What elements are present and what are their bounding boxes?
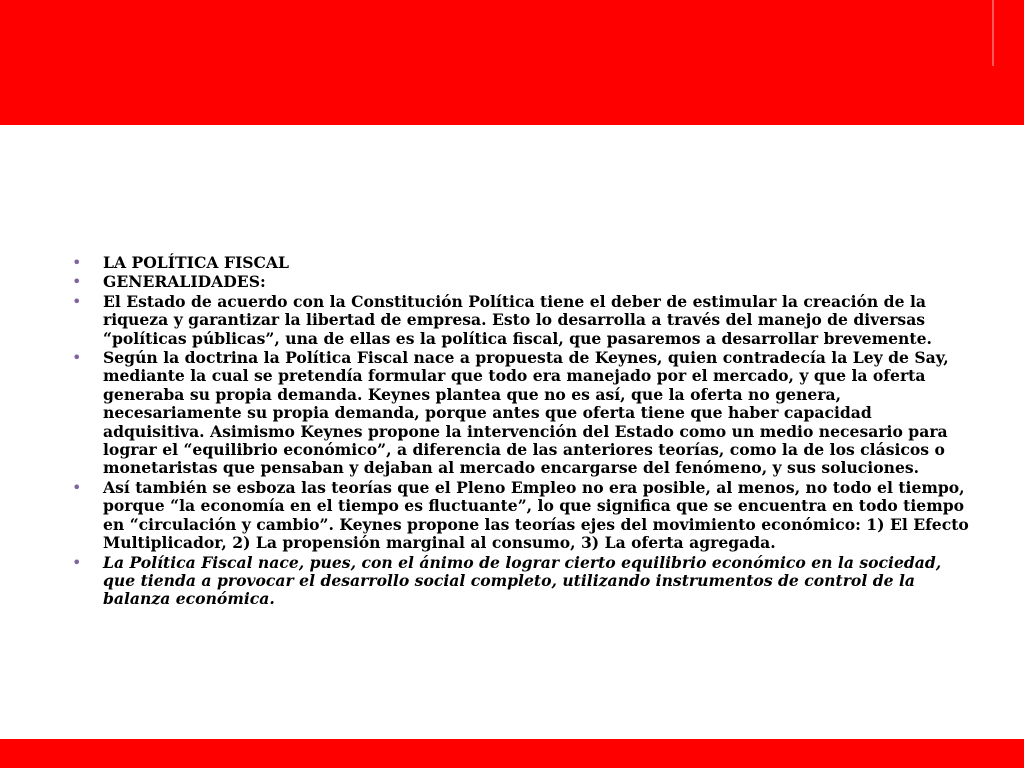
bullet-dot-icon: • xyxy=(72,552,82,572)
bullet-title xyxy=(72,254,972,272)
bullet-dot-icon: • xyxy=(72,253,82,272)
bullet-conclusion xyxy=(72,554,972,609)
bullet-text: El Estado de acuerdo con la Constitución Política tiene el deber de estimular la creación de la riqueza y garantizar la libertad de empresa. Esto lo desarrolla a través del manejo de diversas “políticas públicas”, una de ellas es la política fiscal, que pasaremos a desarrollar brevemente. xyxy=(103,291,932,348)
bullet-list xyxy=(72,254,972,609)
bullet-text: Así también se esboza las teorías que el Pleno Empleo no era posible, al menos, no todo el tiempo, porque “la economía en el tiempo es fluctuante”, lo que significa que se encuentra en todo tiempo en “circulación y cambio”. Keynes propone las teorías ejes del movimiento económico: 1) El Efecto Multiplicador, 2) La propensión marginal al consumo, 3) La oferta agregada. xyxy=(103,477,969,553)
bullet-dot-icon: • xyxy=(72,291,82,311)
bullet-paragraph xyxy=(72,479,972,553)
bullet-text: La Política Fiscal nace, pues, con el ánimo de lograr cierto equilibrio económico en la sociedad, que tienda a provocar el desarrollo social completo, utilizando instrumentos de control de la balanza económica. xyxy=(103,552,942,609)
bullet-text: GENERALIDADES: xyxy=(103,272,266,292)
bullet-paragraph xyxy=(72,293,972,348)
top-right-divider xyxy=(992,0,994,66)
slide-content xyxy=(72,254,972,610)
bullet-text: LA POLÍTICA FISCAL xyxy=(103,253,289,272)
bottom-red-band xyxy=(0,739,1024,768)
bullet-paragraph xyxy=(72,349,972,478)
bullet-subtitle xyxy=(72,273,972,291)
bullet-text: Según la doctrina la Política Fiscal nace a propuesta de Keynes, quien contradecía la Ley de Say, mediante la cual se pretendía formular que todo era manejado por el mercado, y que la oferta generaba su propia demanda. Keynes plantea que no es así, que la oferta no genera, necesariamente su propia demanda, porque antes que oferta tiene que haber capacidad adquisitiva. Asimismo Keynes propone la intervención del Estado como un medio necesario para lograr el “equilibrio económico”, a diferencia de las anteriores teorías, como la de los clásicos o monetaristas que pensaban y dejaban al mercado encargarse del fenómeno, y sus soluciones. xyxy=(103,348,949,478)
bullet-dot-icon: • xyxy=(72,272,82,292)
bullet-dot-icon: • xyxy=(72,477,82,497)
top-red-band xyxy=(0,0,1024,125)
bullet-dot-icon: • xyxy=(72,348,82,368)
